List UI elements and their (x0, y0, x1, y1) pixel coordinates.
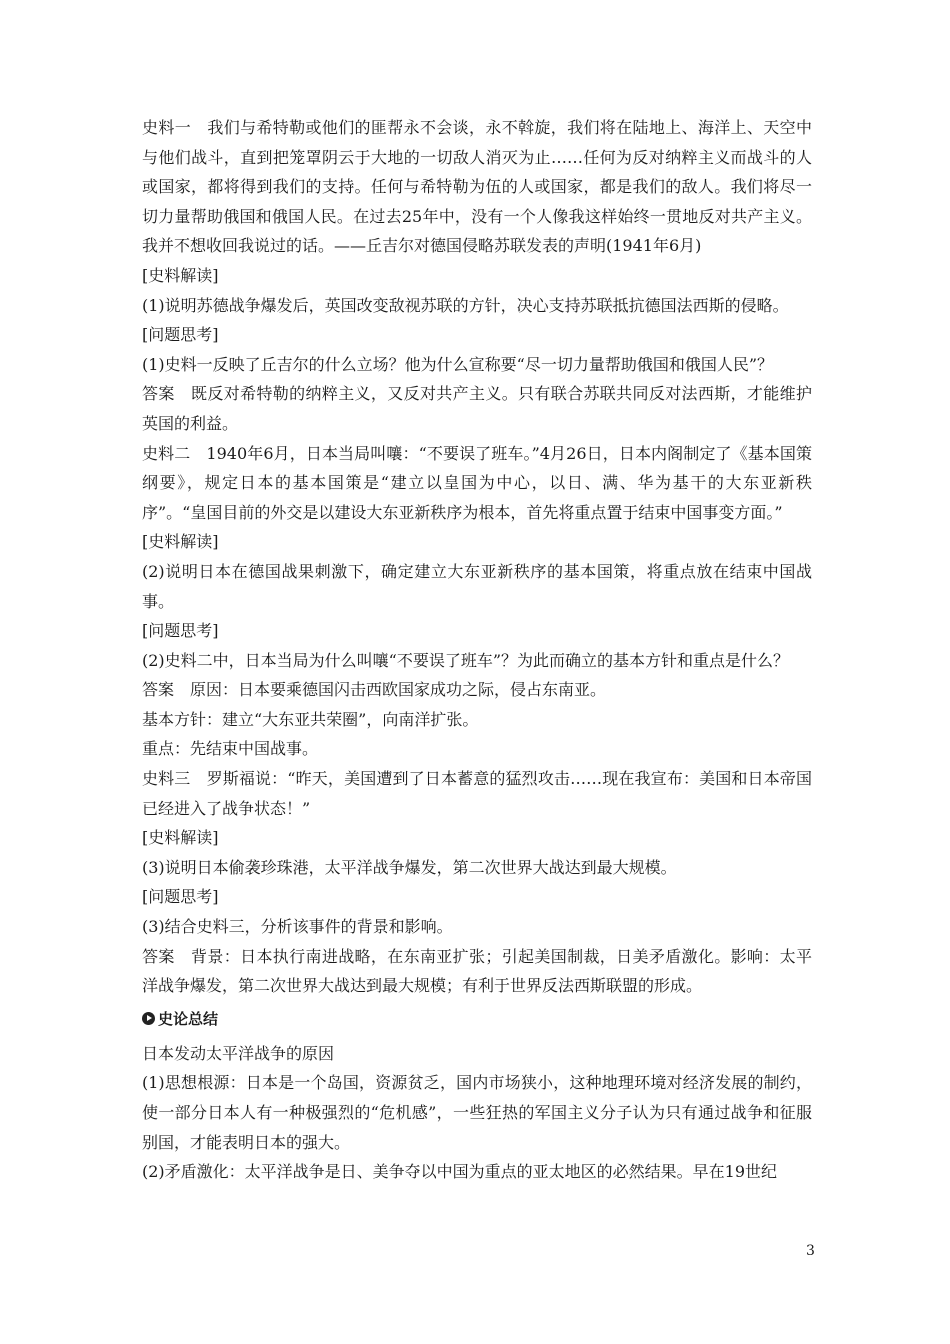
page-number: 3 (806, 1243, 815, 1259)
paragraph-source-3: 史料三 罗斯福说：“昨天，美国遭到了日本蓄意的猛烈攻击……现在我宣布：美国和日本帝国已经进入了战争状态！” (142, 769, 812, 818)
label-question-thinking: [问题思考] (142, 621, 219, 641)
paragraph-answer-2-focus: 重点：先结束中国战事。 (142, 739, 319, 759)
play-circle-icon (142, 1012, 155, 1025)
paragraph-interpretation-3: (3)说明日本偷袭珍珠港，太平洋战争爆发，第二次世界大战达到最大规模。 (142, 857, 677, 877)
paragraph-source-2: 史料二 1940年6月，日本当局叫嚷：“不要误了班车。”4月26日，日本内阁制定了《基本国策纲要》，规定日本的基本国策是“建立以皇国为中心，以日、满、华为基干的大东亚新秩序”。“皇国目前的外交是以建设大东亚新秩序为根本，首先将重点置于结束中国事变方面。” (142, 443, 812, 522)
paragraph-question-1: (1)史料一反映了丘吉尔的什么立场？他为什么宣称要“尽一切力量帮助俄国和俄国人民”？ (142, 354, 774, 374)
label-source-interpretation: [史料解读] (142, 828, 219, 848)
paragraph-summary-1: (1)思想根源：日本是一个岛国，资源贫乏，国内市场狭小，这种地理环境对经济发展的制约，使一部分日本人有一种极强烈的“危机感”，一些狂热的军国主义分子认为只有通过战争和征服别国，才能表明日本的强大。 (142, 1073, 812, 1152)
section-heading-text: 史论总结 (158, 1009, 219, 1028)
paragraph-answer-1: 答案 既反对希特勒的纳粹主义，又反对共产主义。只有联合苏联共同反对法西斯，才能维护英国的利益。 (142, 384, 812, 433)
section-heading (142, 1007, 812, 1031)
paragraph-answer-2: 答案 原因：日本要乘德国闪击西欧国家成功之际，侵占东南亚。 (142, 680, 607, 700)
label-question-thinking: [问题思考] (142, 887, 219, 907)
paragraph-answer-3: 答案 背景：日本执行南进战略，在东南亚扩张；引起美国制裁，日美矛盾激化。影响：太平洋战争爆发，第二次世界大战达到最大规模；有利于世界反法西斯联盟的形成。 (142, 946, 812, 996)
label-question-thinking: [问题思考] (142, 325, 219, 345)
paragraph-question-3: (3)结合史料三，分析该事件的背景和影响。 (142, 917, 453, 937)
document-body (142, 113, 812, 1187)
paragraph-summary-2: (2)矛盾激化：太平洋战争是日、美争夺以中国为重点的亚太地区的必然结果。早在19世纪 (142, 1162, 778, 1182)
paragraph-interpretation-2: (2)说明日本在德国战果刺激下，确定建立大东亚新秩序的基本国策，将重点放在结束中国战事。 (142, 561, 812, 611)
paragraph-interpretation-1: (1)说明苏德战争爆发后，英国改变敌视苏联的方针，决心支持苏联抵抗德国法西斯的侵略。 (142, 295, 789, 315)
label-source-interpretation: [史料解读] (142, 532, 219, 552)
paragraph-answer-2-policy: 基本方针：建立“大东亚共荣圈”，向南洋扩张。 (142, 709, 479, 729)
label-source-interpretation: [史料解读] (142, 265, 219, 285)
paragraph-source-1: 史料一 我们与希特勒或他们的匪帮永不会谈，永不斡旋，我们将在陆地上、海洋上、天空中与他们战斗，直到把笼罩阴云于大地的一切敌人消灭为止……任何为反对纳粹主义而战斗的人或国家，都将得到我们的支持。任何与希特勒为伍的人或国家，都是我们的敌人。我们将尽一切力量帮助俄国和俄国人民。在过去25年中，没有一个人像我这样始终一贯地反对共产主义。我并不想收回我说过的话。——丘吉尔对德国侵略苏联发表的声明(1941年6月) (142, 118, 812, 256)
paragraph-summary-title: 日本发动太平洋战争的原因 (142, 1043, 335, 1063)
paragraph-question-2: (2)史料二中，日本当局为什么叫嚷“不要误了班车”？为此而确立的基本方针和重点是什么？ (142, 650, 790, 670)
